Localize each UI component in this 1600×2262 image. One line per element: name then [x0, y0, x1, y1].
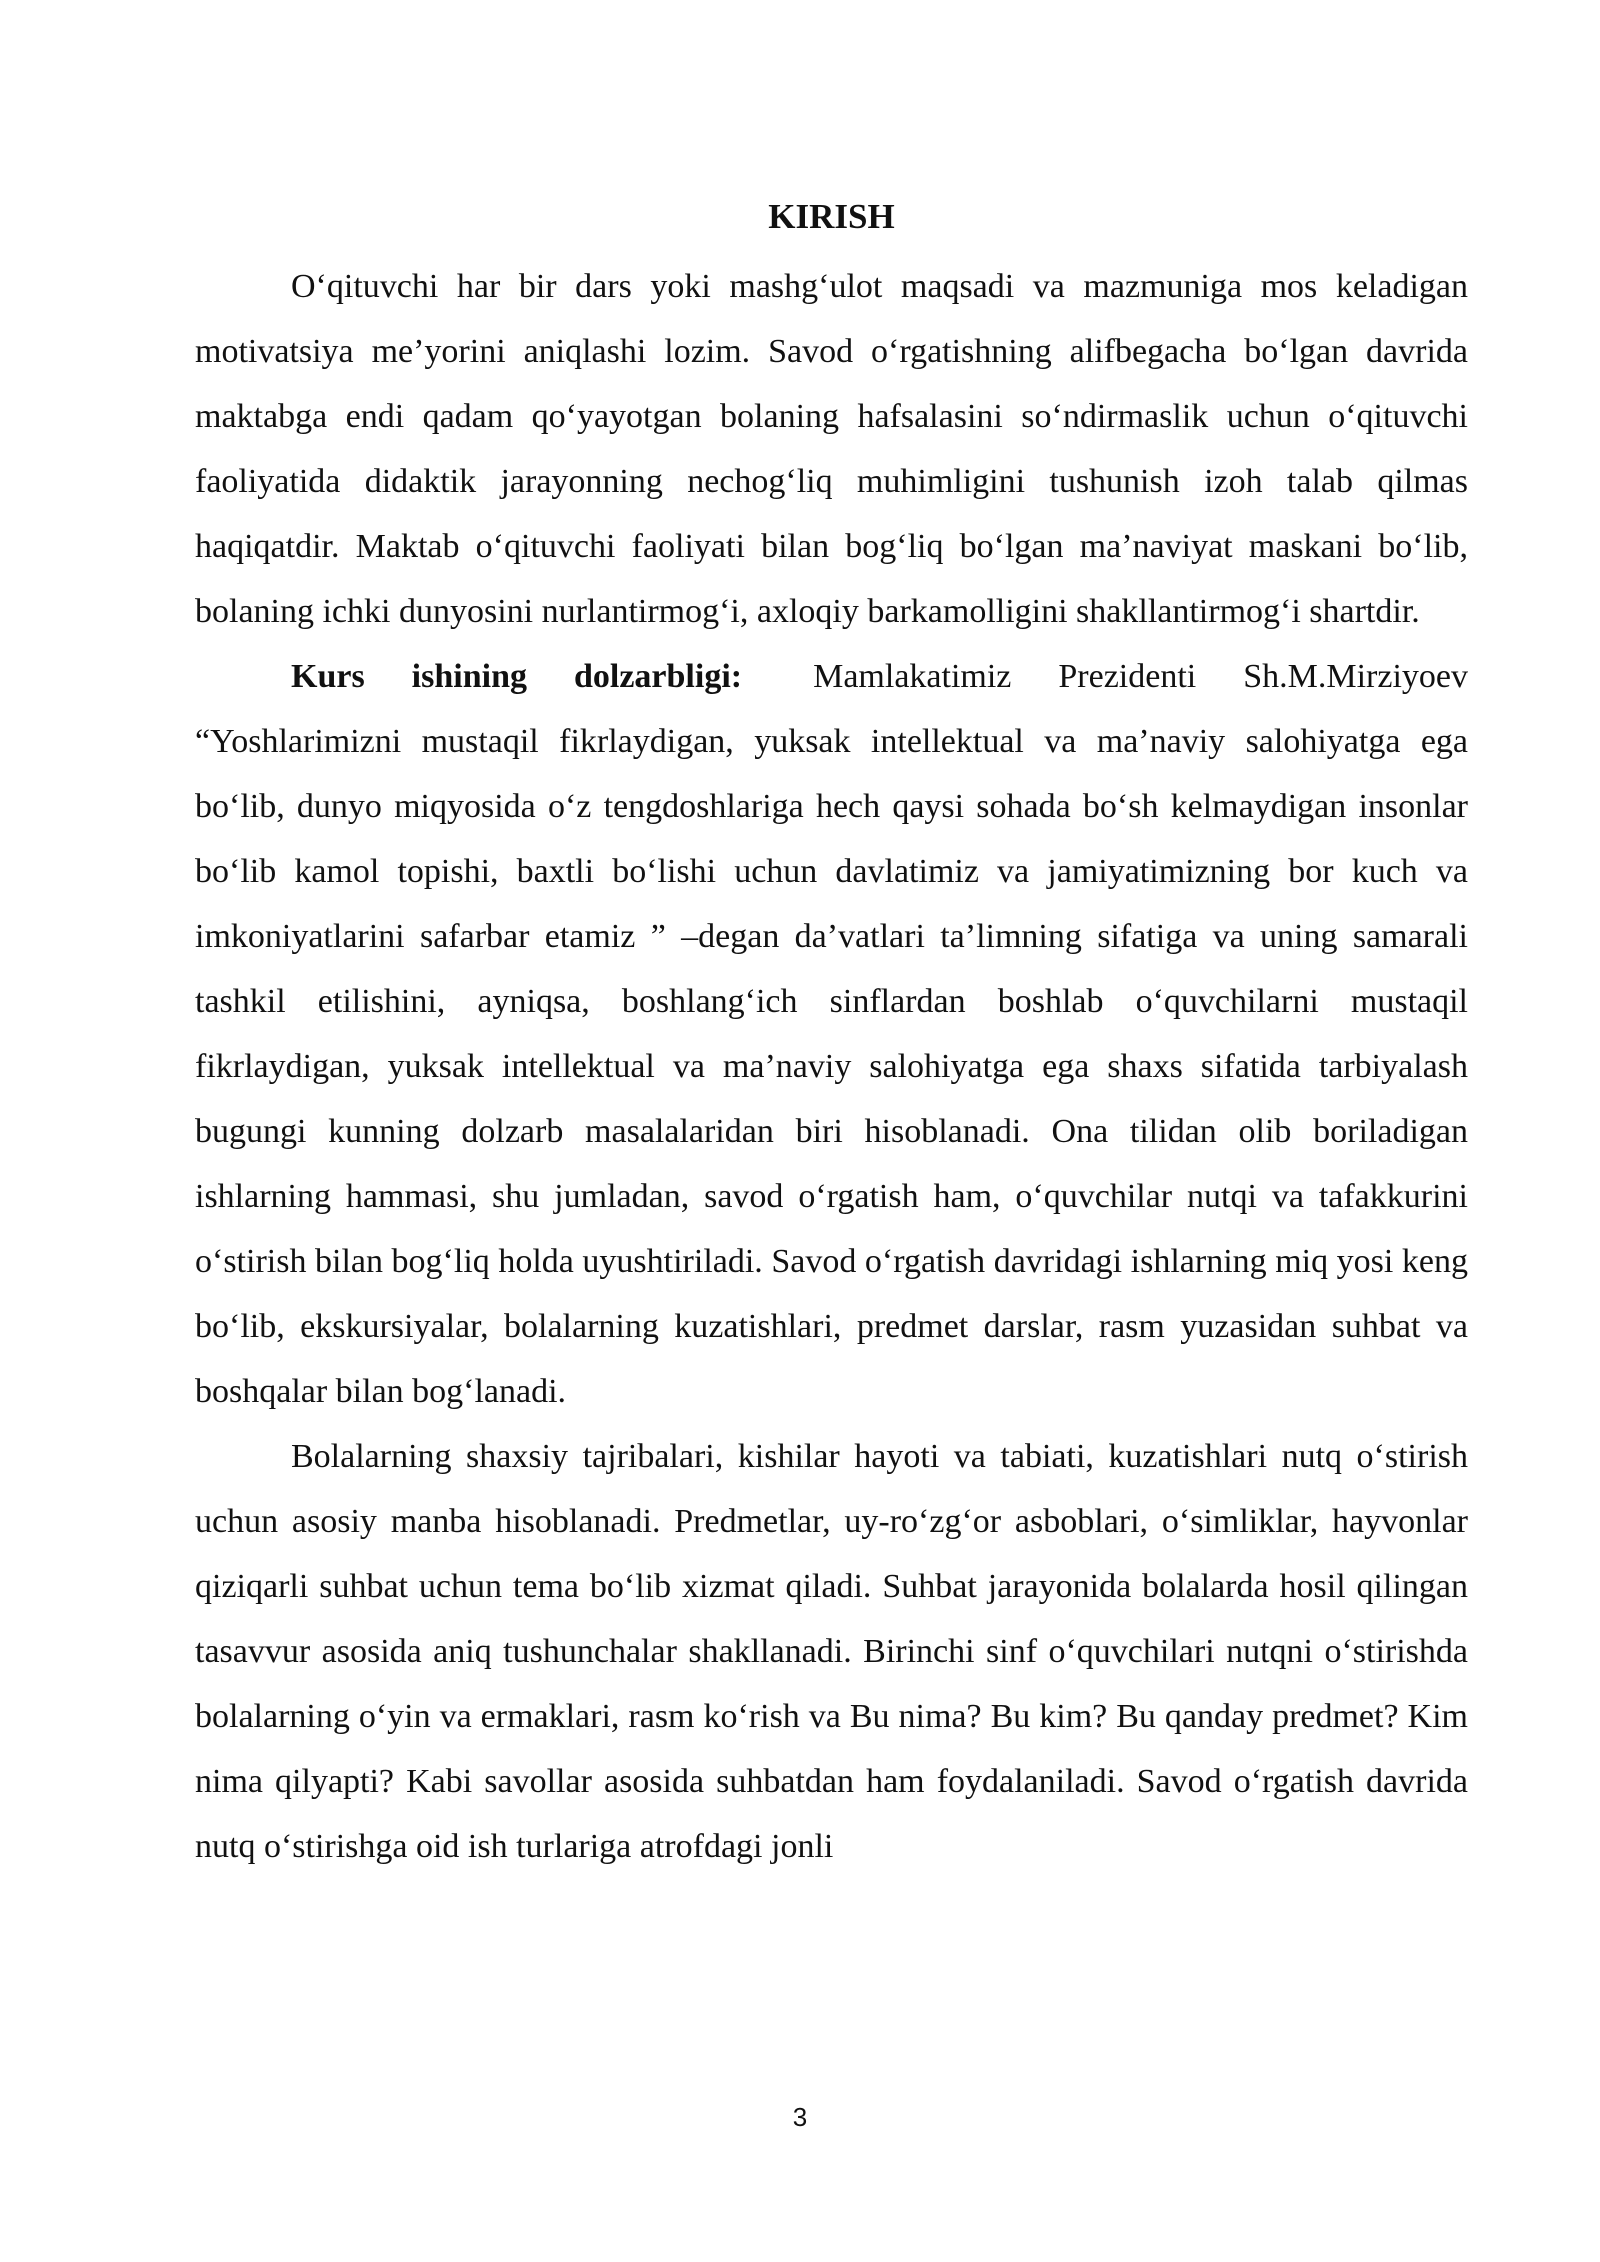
section-title: KIRISH — [768, 197, 895, 236]
page-number: 3 — [792, 2102, 808, 2132]
paragraph-relevance-text: Mamlakatimiz Prezidenti Sh.M.Mirziyoev “Yoshlarimizni mustaqil fikrlaydigan, yuksak intellektual va ma’naviy salohiyatga ega bo‘lib, dunyo miqyosida o‘z tengdoshlariga hech qaysi sohada bo‘sh kelmaydigan insonlar bo‘lib kamol topishi, baxtli bo‘lishi uchun davlatimiz va jamiyatimizning bor kuch va imkoniyatlarini safarbar etamiz ” –degan da’vatlari ta’limning sifatiga va uning samarali tashkil etilishini, ayniqsa, boshlang‘ich sinflardan boshlab o‘quvchilarni mustaqil fikrlaydigan, yuksak intellektual va ma’naviy salohiyatga ega shaxs sifatida tarbiyalash bugungi kunning dolzarb masalalaridan biri hisoblanadi. Ona tilidan olib boriladigan ishlarning hammasi, shu jumladan, savod o‘rgatish ham, o‘quvchilar nutqi va tafakkurini o‘stirish bilan bog‘liq holda uyushtiriladi. Savod o‘rgatish davridagi ishlarning miq yosi keng bo‘lib, ekskursiyalar, bolalarning kuzatishlari, predmet darslar, rasm yuzasidan suhbat va boshqalar bilan bog‘lanadi. — [195, 658, 1468, 1410]
paragraph-relevance-lead: Kurs ishining dolzarbligi: — [291, 658, 743, 695]
paragraph-intro — [195, 254, 1468, 644]
paragraph-intro-text: O‘qituvchi har bir dars yoki mashg‘ulot maqsadi va mazmuniga mos keladigan motivatsiya me’yorini aniqlashi lozim. Savod o‘rgatishning alifbegacha bo‘lgan davrida maktabga endi qadam qo‘yayotgan bolaning hafsalasini so‘ndirmaslik uchun o‘qituvchi faoliyatida didaktik jarayonning nechog‘liq muhimligini tushunish izoh talab qilmas haqiqatdir. Maktab o‘qituvchi faoliyati bilan bog‘liq bo‘lgan ma’naviyat maskani bo‘lib, bolaning ichki dunyosini nurlantirmog‘i, axloqiy barkamolligini shakllantirmog‘i shartdir. — [195, 268, 1468, 630]
paragraph-experience — [195, 1424, 1468, 1879]
paragraph-relevance — [195, 644, 1468, 1424]
page-content — [195, 190, 1468, 1879]
paragraph-experience-text: Bolalarning shaxsiy tajribalari, kishilar hayoti va tabiati, kuzatishlari nutq o‘stirish uchun asosiy manba hisoblanadi. Predmetlar, uy-ro‘zg‘or asboblari, o‘simliklar, hayvonlar qiziqarli suhbat uchun tema bo‘lib xizmat qiladi. Suhbat jarayonida bolalarda hosil qilingan tasavvur asosida aniq tushunchalar shakllanadi. Birinchi sinf o‘quvchilari nutqni o‘stirishda bolalarning o‘yin va ermaklari, rasm ko‘rish va Bu nima? Bu kim? Bu qanday predmet? Kim nima qilyapti? Kabi savollar asosida suhbatdan ham foydalaniladi. Savod o‘rgatish davrida nutq o‘stirishga oid ish turlariga atrofdagi jonli — [195, 1438, 1468, 1865]
